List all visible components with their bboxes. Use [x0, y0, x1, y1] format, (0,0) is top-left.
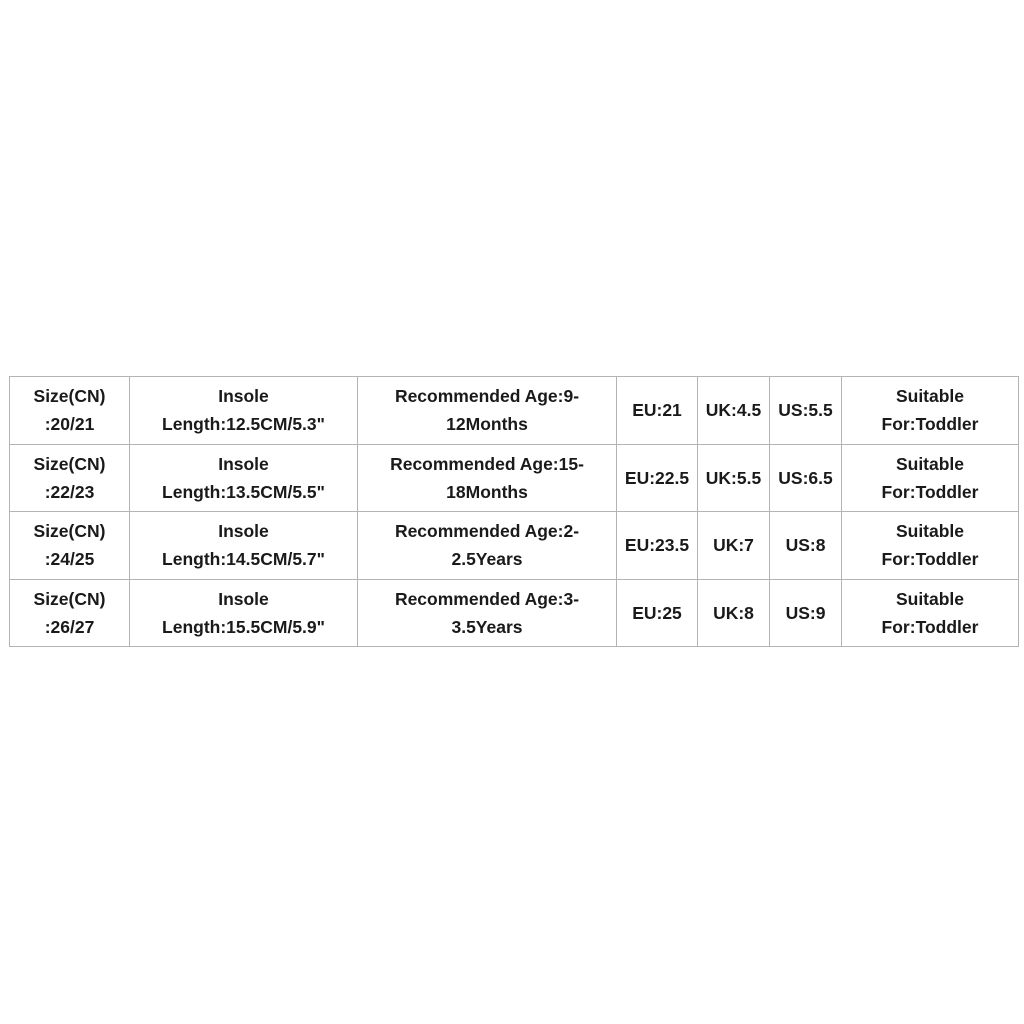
- us-size-cell: US:5.5: [770, 377, 842, 445]
- size-cn-cell: Size(CN) :26/27: [10, 579, 130, 647]
- suitable-for-cell: Suitable For:Toddler: [842, 512, 1019, 580]
- suitable-for-cell: Suitable For:Toddler: [842, 579, 1019, 647]
- us-size-cell: US:9: [770, 579, 842, 647]
- uk-size-cell: UK:4.5: [698, 377, 770, 445]
- size-cn-cell: Size(CN) :20/21: [10, 377, 130, 445]
- table-row: [10, 444, 1019, 512]
- uk-size-cell: UK:5.5: [698, 444, 770, 512]
- eu-size-cell: EU:21: [617, 377, 698, 445]
- recommended-age-cell: Recommended Age:15-18Months: [358, 444, 617, 512]
- insole-length-cell: Insole Length:15.5CM/5.9": [130, 579, 358, 647]
- recommended-age-cell: Recommended Age:2-2.5Years: [358, 512, 617, 580]
- uk-size-cell: UK:7: [698, 512, 770, 580]
- table-row: [10, 579, 1019, 647]
- uk-size-cell: UK:8: [698, 579, 770, 647]
- recommended-age-cell: Recommended Age:3-3.5Years: [358, 579, 617, 647]
- recommended-age-cell: Recommended Age:9-12Months: [358, 377, 617, 445]
- insole-length-cell: Insole Length:14.5CM/5.7": [130, 512, 358, 580]
- us-size-cell: US:8: [770, 512, 842, 580]
- eu-size-cell: EU:23.5: [617, 512, 698, 580]
- us-size-cell: US:6.5: [770, 444, 842, 512]
- eu-size-cell: EU:22.5: [617, 444, 698, 512]
- table-row: [10, 377, 1019, 445]
- suitable-for-cell: Suitable For:Toddler: [842, 444, 1019, 512]
- insole-length-cell: Insole Length:13.5CM/5.5": [130, 444, 358, 512]
- table-row: [10, 512, 1019, 580]
- insole-length-cell: Insole Length:12.5CM/5.3": [130, 377, 358, 445]
- size-cn-cell: Size(CN) :22/23: [10, 444, 130, 512]
- eu-size-cell: EU:25: [617, 579, 698, 647]
- suitable-for-cell: Suitable For:Toddler: [842, 377, 1019, 445]
- size-cn-cell: Size(CN) :24/25: [10, 512, 130, 580]
- size-chart-table: [9, 376, 1019, 647]
